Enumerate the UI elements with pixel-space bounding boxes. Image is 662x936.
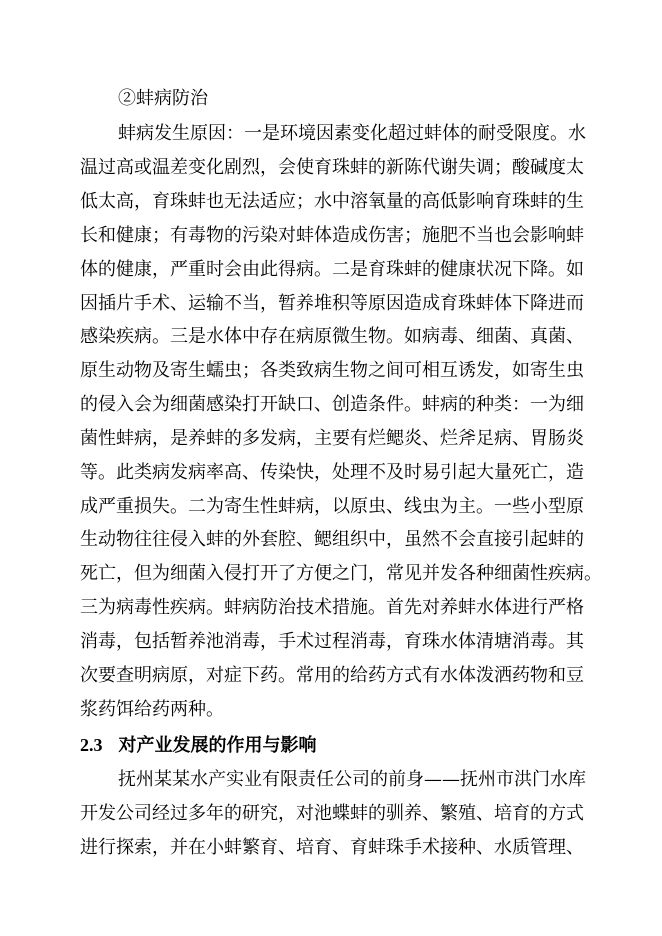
paragraph-line: 因插片手术、运输不当，暂养堆积等原因造成育珠蚌体下降进而 (80, 293, 584, 314)
paragraph-line: 温过高或温差变化剧烈，会使育珠蚌的新陈代谢失调；酸碱度太 (80, 157, 584, 178)
paragraph-line: 开发公司经过多年的研究，对池蝶蚌的驯养、繁殖、培育的方式 (80, 803, 584, 824)
paragraph-line: 次要查明病原，对症下药。常用的给药方式有水体泼洒药物和豆 (80, 665, 584, 686)
paragraph-line: 浆药饵给药两种。 (80, 699, 224, 720)
paragraph-line: 进行探索，并在小蚌繁育、培育、育蚌珠手术接种、水质管理、 (80, 837, 584, 858)
paragraph-line: 生动物往往侵入蚌的外套腔、鳃组织中，虽然不会直接引起蚌的 (80, 529, 584, 550)
paragraph-line: 低太高，育珠蚌也无法适应；水中溶氧量的高低影响育珠蚌的生 (80, 191, 584, 212)
paragraph-line: 成严重损失。二为寄生性蚌病，以原虫、线虫为主。一些小型原 (80, 496, 584, 517)
paragraph-line: 原生动物及寄生蠕虫；各类致病生物之间可相互诱发，如寄生虫 (80, 360, 584, 381)
paragraph-line: 感染疾病。三是水体中存在病原微生物。如病毒、细菌、真菌、 (80, 326, 584, 347)
paragraph-line: 三为病毒性疾病。蚌病防治技术措施。首先对养蚌水体进行严格 (80, 597, 584, 618)
paragraph-line: 的侵入会为细菌感染打开缺口、创造条件。蚌病的种类：一为细 (80, 394, 584, 415)
paragraph-line: 体的健康，严重时会由此得病。二是育珠蚌的健康状况下降。如 (80, 259, 584, 280)
section-number: 2.3 (80, 735, 103, 755)
paragraph-line: 抚州某某水产实业有限责任公司的前身——抚州市洪门水库 (118, 769, 586, 790)
section-heading (80, 734, 317, 757)
paragraph-line: 蚌病发生原因：一是环境因素变化超过蚌体的耐受限度。水 (118, 123, 586, 144)
section-subtitle: ②蚌病防治 (118, 88, 208, 109)
section-title: 对产业发展的作用与影响 (118, 735, 317, 756)
paragraph-line: 消毒，包括暂养池消毒，手术过程消毒，育珠水体清塘消毒。其 (80, 631, 584, 652)
paragraph-line: 菌性蚌病，是养蚌的多发病，主要有烂鳃炎、烂斧足病、胃肠炎 (80, 428, 584, 449)
paragraph-line: 等。此类病发病率高、传染快，处理不及时易引起大量死亡，造 (80, 462, 584, 483)
paragraph-line: 死亡，但为细菌入侵打开了方便之门，常见并发各种细菌性疾病。 (80, 563, 602, 584)
paragraph-line: 长和健康；有毒物的污染对蚌体造成伤害；施肥不当也会影响蚌 (80, 225, 584, 246)
